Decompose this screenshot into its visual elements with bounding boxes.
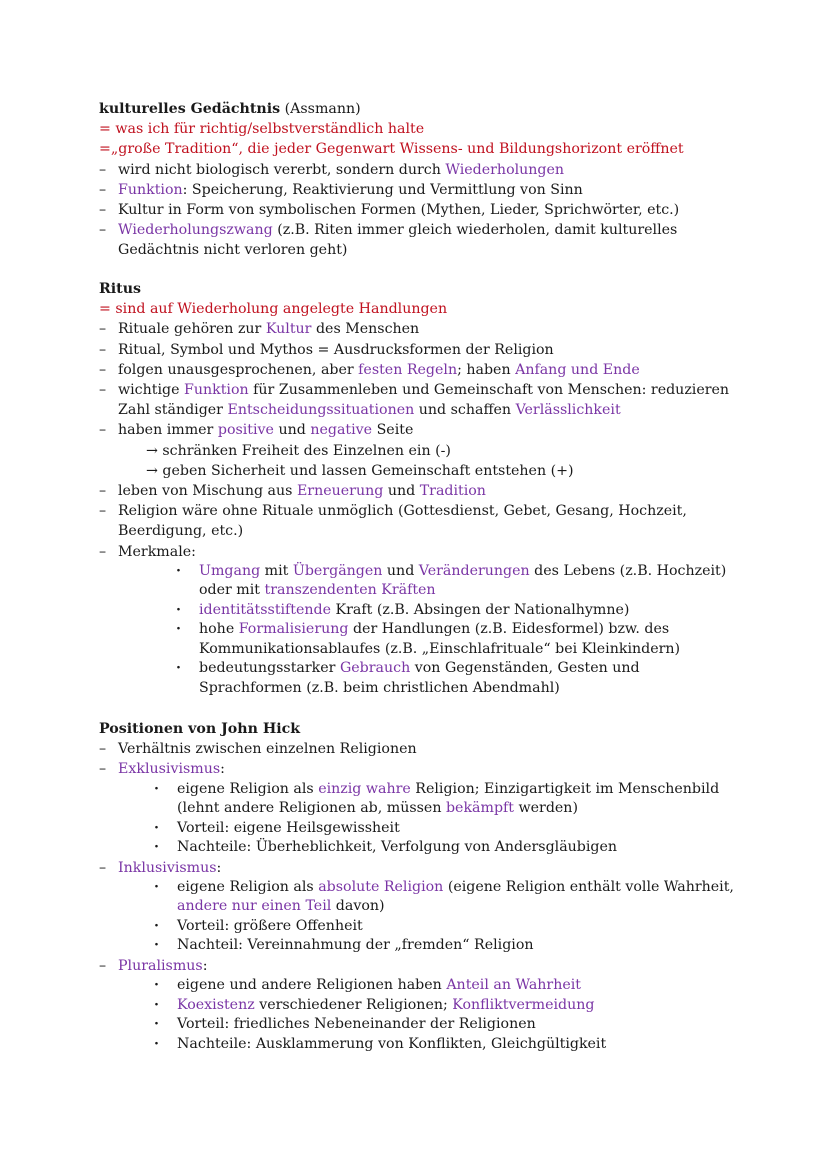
highlight: positive bbox=[217, 422, 274, 439]
text: für Zusammenleben und Gemeinschaft von Menschen: reduzieren bbox=[248, 382, 730, 399]
list-item bbox=[177, 976, 799, 996]
list-item bbox=[199, 620, 799, 659]
text: des Menschen bbox=[311, 321, 420, 338]
highlight: Kultur bbox=[265, 321, 312, 338]
list-item: · Nachteile: Überheblichkeit, Verfolgung von Andersgläubigen bbox=[177, 838, 799, 858]
highlight: Entscheidungssituationen bbox=[227, 402, 415, 419]
bullet-item bbox=[99, 180, 799, 200]
text: des Lebens (z.B. Hochzeit) bbox=[529, 562, 727, 579]
inklusivismus-list bbox=[99, 878, 799, 956]
bullet-item: – Kultur in Form von symbolischen Formen (Mythen, Lieder, Sprichwörter, etc.) bbox=[99, 200, 799, 220]
text: werden) bbox=[514, 800, 578, 817]
text: der Handlungen (z.B. Eidesformel) bzw. des bbox=[348, 621, 670, 638]
highlight: Gebrauch bbox=[339, 660, 411, 677]
text: haben immer bbox=[118, 422, 218, 439]
text: eigene Religion als bbox=[177, 878, 319, 895]
highlight: Anteil an Wahrheit bbox=[446, 977, 581, 994]
definition-line: = sind auf Wiederholung angelegte Handlungen bbox=[99, 301, 448, 318]
text: eigene und andere Religionen haben bbox=[177, 977, 447, 994]
text: : bbox=[220, 761, 225, 778]
highlight: Übergängen bbox=[292, 562, 383, 579]
heading-title: kulturelles Gedächtnis bbox=[99, 101, 281, 117]
section-heading: Positionen von John Hick bbox=[99, 721, 301, 737]
text: (z.B. Riten immer gleich wiederholen, damit kulturelles bbox=[272, 222, 678, 239]
bullet-item bbox=[99, 380, 799, 420]
section-kulturelles-gedaechtnis bbox=[99, 99, 799, 261]
bullet-item: – Merkmale: bbox=[99, 542, 799, 562]
highlight: Funktion bbox=[184, 382, 249, 399]
bullet-item bbox=[99, 360, 799, 380]
text: von Gegenständen, Gesten und bbox=[410, 660, 640, 677]
highlight: Wiederholungen bbox=[445, 161, 565, 178]
highlight: absolute Religion bbox=[318, 878, 444, 895]
bullet-item bbox=[99, 759, 799, 779]
highlight: festen Regeln bbox=[358, 361, 458, 378]
bullet-item bbox=[99, 160, 799, 180]
highlight: Konfliktvermeidung bbox=[452, 996, 595, 1013]
section-heading: Ritus bbox=[99, 281, 142, 297]
text: und bbox=[383, 483, 420, 500]
list-item bbox=[177, 996, 799, 1016]
highlight: Tradition bbox=[419, 483, 486, 500]
list-item: · Vorteil: eigene Heilsgewissheit bbox=[177, 819, 799, 839]
highlight: identitätsstiftende bbox=[199, 601, 332, 618]
list-item bbox=[199, 562, 799, 601]
text: Rituale gehören zur bbox=[118, 321, 266, 338]
list-item bbox=[199, 601, 799, 621]
section-john-hick bbox=[99, 719, 799, 1054]
bullet-item: – Verhältnis zwischen einzelnen Religionen bbox=[99, 739, 799, 759]
text: und bbox=[273, 422, 311, 439]
bullet-item bbox=[99, 501, 799, 541]
text: : bbox=[202, 957, 208, 974]
text: verschiedener Religionen; bbox=[254, 996, 453, 1013]
bullet-item bbox=[99, 220, 799, 260]
text: Sprachformen (z.B. beim christlichen Abendmahl) bbox=[199, 679, 560, 696]
text: leben von Mischung aus bbox=[118, 483, 297, 500]
list-item: · Nachteile: Ausklammerung von Konflikten, Gleichgültigkeit bbox=[177, 1035, 799, 1055]
text: wird nicht biologisch vererbt, sondern durch bbox=[118, 161, 446, 178]
text: ; haben bbox=[457, 361, 516, 378]
section-heading bbox=[99, 99, 799, 119]
text: davon) bbox=[331, 898, 385, 915]
text: oder mit bbox=[199, 582, 265, 599]
text: und schaffen bbox=[414, 402, 516, 419]
merkmale-list bbox=[99, 562, 799, 699]
highlight: andere nur einen Teil bbox=[177, 898, 332, 915]
text: wichtige bbox=[118, 382, 184, 399]
text: Kommunikationsablaufes (z.B. „Einschlafrituale“ bei Kleinkindern) bbox=[199, 640, 681, 657]
arrow-item: → geben Sicherheit und lassen Gemeinschaft entstehen (+) bbox=[146, 462, 574, 479]
position-label: Exklusivismus bbox=[118, 761, 221, 778]
bullet-item bbox=[99, 319, 799, 339]
text: Gedächtnis nicht verloren geht) bbox=[118, 242, 348, 259]
text: Religion wäre ohne Rituale unmöglich (Gottesdienst, Gebet, Gesang, Hochzeit, bbox=[118, 503, 687, 520]
bullet-item bbox=[99, 956, 799, 976]
text: bedeutungsstarker bbox=[199, 660, 340, 677]
highlight: Wiederholungszwang bbox=[118, 222, 273, 239]
list-item bbox=[177, 878, 799, 917]
bullet-item: – Ritual, Symbol und Mythos = Ausdrucksformen der Religion bbox=[99, 340, 799, 360]
text: : Speicherung, Reaktivierung und Vermittlung von Sinn bbox=[182, 181, 583, 198]
list-item: · Vorteil: friedliches Nebeneinander der Religionen bbox=[177, 1015, 799, 1035]
highlight: Erneuerung bbox=[296, 483, 384, 500]
arrow-item: → schränken Freiheit des Einzelnen ein (-) bbox=[146, 442, 451, 459]
definition-line: = was ich für richtig/selbstverständlich halte bbox=[99, 121, 425, 138]
text: Seite bbox=[372, 422, 414, 439]
position-label: Inklusivismus bbox=[118, 859, 217, 876]
text: folgen unausgesprochenen, aber bbox=[118, 361, 359, 378]
highlight: Anfang und Ende bbox=[515, 361, 640, 378]
exklusivismus-list bbox=[99, 780, 799, 858]
text: Religion; Einzigartigkeit im Menschenbild bbox=[410, 780, 720, 797]
highlight: Formalisierung bbox=[238, 621, 349, 638]
list-item bbox=[177, 780, 799, 819]
highlight: einzig wahre bbox=[318, 780, 411, 797]
text: mit bbox=[260, 562, 293, 579]
highlight: Koexistenz bbox=[177, 996, 255, 1013]
list-item: · Vorteil: größere Offenheit bbox=[177, 917, 799, 937]
list-item bbox=[199, 659, 799, 698]
bullet-item bbox=[99, 420, 799, 440]
text: eigene Religion als bbox=[177, 780, 319, 797]
pluralismus-list bbox=[99, 976, 799, 1054]
definition-line: =„große Tradition“, die jeder Gegenwart Wissens- und Bildungshorizont eröffnet bbox=[99, 141, 684, 158]
bullet-item bbox=[99, 481, 799, 501]
text: Beerdigung, etc.) bbox=[118, 523, 244, 540]
section-ritus bbox=[99, 279, 799, 698]
bullet-item bbox=[99, 858, 799, 878]
highlight: transzendenten Kräften bbox=[264, 582, 436, 599]
list-item: · Nachteil: Vereinnahmung der „fremden“ Religion bbox=[177, 936, 799, 956]
text: und bbox=[382, 562, 419, 579]
highlight: bekämpft bbox=[445, 800, 514, 817]
heading-author: (Assmann) bbox=[284, 101, 361, 117]
text: : bbox=[216, 859, 222, 876]
position-label: Pluralismus bbox=[118, 957, 203, 974]
highlight: Funktion bbox=[118, 181, 183, 198]
text: Kraft (z.B. Absingen der Nationalhymne) bbox=[331, 601, 630, 618]
text: (lehnt andere Religionen ab, müssen bbox=[177, 800, 446, 817]
text: Zahl ständiger bbox=[118, 402, 228, 419]
highlight: Umgang bbox=[199, 562, 261, 579]
highlight: Verlässlichkeit bbox=[515, 402, 621, 419]
text: (eigene Religion enthält volle Wahrheit, bbox=[443, 878, 734, 895]
highlight: Veränderungen bbox=[418, 562, 530, 579]
text: hohe bbox=[199, 621, 239, 638]
highlight: negative bbox=[310, 422, 373, 439]
